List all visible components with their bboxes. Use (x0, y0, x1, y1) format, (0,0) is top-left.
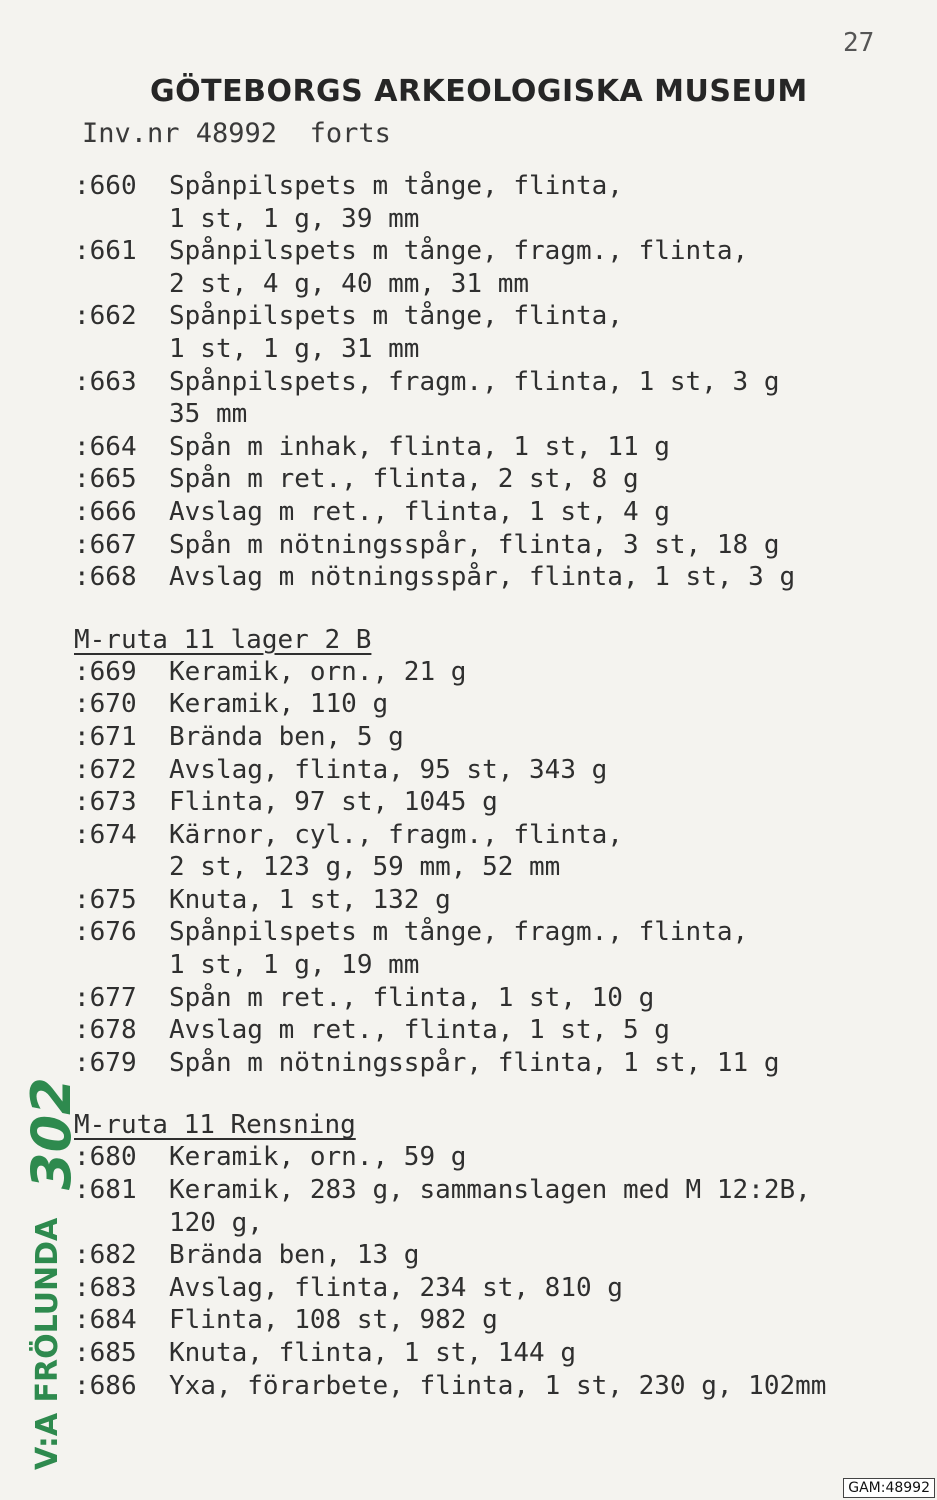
catalog-entry (74, 561, 924, 594)
catalog-entry (74, 1239, 924, 1272)
catalog-entry (74, 786, 924, 819)
entry-number: :663 (74, 366, 137, 397)
entry-number: :676 (74, 917, 137, 948)
catalog-entry (74, 819, 924, 884)
catalog-id-label: GAM:48992 (843, 1478, 935, 1498)
entry-description: Spån m ret., flinta, 1 st, 10 g (169, 982, 655, 1013)
entry-number: :669 (74, 656, 137, 687)
entry-description: Spånpilspets m tånge, flinta, 1 st, 1 g, 39 mm (169, 171, 623, 234)
entry-number: :668 (74, 562, 137, 593)
entry-description: Spånpilspets m tånge, flinta, 1 st, 1 g, 31 mm (169, 301, 623, 364)
catalog-entry (74, 1141, 924, 1174)
entry-number: :678 (74, 1015, 137, 1046)
entry-description: Keramik, 283 g, sammanslagen med M 12:2B, 120 g, (169, 1175, 811, 1238)
catalog-entry (74, 1272, 924, 1305)
entry-number: :671 (74, 721, 137, 752)
catalog-entry (74, 235, 924, 300)
catalog-entry (74, 656, 924, 689)
catalog-entry (74, 1014, 924, 1047)
catalog-entry (74, 463, 924, 496)
entry-number: :673 (74, 787, 137, 818)
stamp-site-name: V:A FRÖLUNDA (30, 1217, 65, 1470)
entry-description: Keramik, orn., 59 g (169, 1142, 467, 1173)
catalog-entry (74, 688, 924, 721)
catalog-entry (74, 721, 924, 754)
catalog-entry (74, 754, 924, 787)
catalog-entry (74, 1337, 924, 1370)
entry-description: Avslag m ret., flinta, 1 st, 5 g (169, 1015, 670, 1046)
catalog-entry (74, 1174, 924, 1239)
museum-header: GÖTEBORGS ARKEOLOGISKA MUSEUM (150, 74, 808, 109)
entry-description: Spån m inhak, flinta, 1 st, 11 g (169, 431, 670, 462)
entry-description: Flinta, 97 st, 1045 g (169, 787, 498, 818)
entry-number: :664 (74, 431, 137, 462)
section-heading: M-ruta 11 Rensning (74, 1110, 356, 1141)
entry-description: Keramik, 110 g (169, 689, 389, 720)
entry-description: Yxa, förarbete, flinta, 1 st, 230 g, 102mm (169, 1370, 827, 1401)
catalog-entry (74, 300, 924, 365)
entry-number: :662 (74, 301, 137, 332)
catalog-entry (74, 366, 924, 431)
catalog-entry (74, 170, 924, 235)
entry-description: Knuta, 1 st, 132 g (169, 884, 451, 915)
entry-description: Keramik, orn., 21 g (169, 656, 467, 687)
entry-number: :683 (74, 1272, 137, 1303)
catalog-entry (74, 1304, 924, 1337)
entry-description: Brända ben, 5 g (169, 721, 404, 752)
entry-description: Spån m nötningsspår, flinta, 1 st, 11 g (169, 1047, 780, 1078)
entry-description: Avslag m ret., flinta, 1 st, 4 g (169, 496, 670, 527)
entry-number: :681 (74, 1175, 137, 1206)
entry-description: Avslag m nötningsspår, flinta, 1 st, 3 g (169, 562, 796, 593)
entry-description: Spånpilspets m tånge, fragm., flinta, 1 st, 1 g, 19 mm (169, 917, 749, 981)
inventory-number: Inv.nr 48992 forts (82, 118, 391, 149)
entry-number: :675 (74, 884, 137, 915)
entry-number: :680 (74, 1142, 137, 1173)
entry-description: Knuta, flinta, 1 st, 144 g (169, 1338, 576, 1368)
stamp-number: 302 (20, 1077, 83, 1190)
catalog-entry (74, 884, 924, 917)
catalog-entry (74, 529, 924, 562)
catalog-entry (74, 916, 924, 981)
page-number: 27 (843, 28, 875, 58)
catalog-entry (74, 1370, 924, 1403)
entry-description: Spån m nötningsspår, flinta, 3 st, 18 g (169, 529, 780, 560)
entry-number: :672 (74, 754, 137, 785)
entry-number: :679 (74, 1047, 137, 1078)
entry-number: :677 (74, 982, 137, 1013)
entry-description: Spånpilspets m tånge, fragm., flinta, 2 st, 4 g, 40 mm, 31 mm (169, 236, 749, 299)
entry-number: :674 (74, 819, 137, 850)
entry-description: Avslag, flinta, 95 st, 343 g (169, 754, 608, 785)
catalog-entry (74, 431, 924, 464)
entry-number: :685 (74, 1338, 137, 1368)
section-heading: M-ruta 11 lager 2 B (74, 624, 372, 655)
entry-description: Spån m ret., flinta, 2 st, 8 g (169, 464, 639, 495)
entry-number: :670 (74, 689, 137, 720)
entry-number: :666 (74, 496, 137, 527)
entry-description: Spånpilspets, fragm., flinta, 1 st, 3 g 35 mm (169, 366, 780, 430)
entry-number: :660 (74, 171, 137, 201)
entry-number: :661 (74, 236, 137, 267)
entry-description: Brända ben, 13 g (169, 1240, 420, 1271)
entry-number: :682 (74, 1240, 137, 1271)
catalog-entries (74, 170, 924, 1402)
entry-description: Avslag, flinta, 234 st, 810 g (169, 1272, 623, 1303)
entry-number: :665 (74, 464, 137, 495)
entry-number: :686 (74, 1370, 137, 1401)
entry-description: Flinta, 108 st, 982 g (169, 1305, 498, 1336)
entry-description: Kärnor, cyl., fragm., flinta, 2 st, 123 g, 59 mm, 52 mm (169, 819, 623, 883)
entry-number: :667 (74, 529, 137, 560)
catalog-entry (74, 982, 924, 1015)
entry-number: :684 (74, 1305, 137, 1336)
catalog-entry (74, 1047, 924, 1080)
catalog-entry (74, 496, 924, 529)
